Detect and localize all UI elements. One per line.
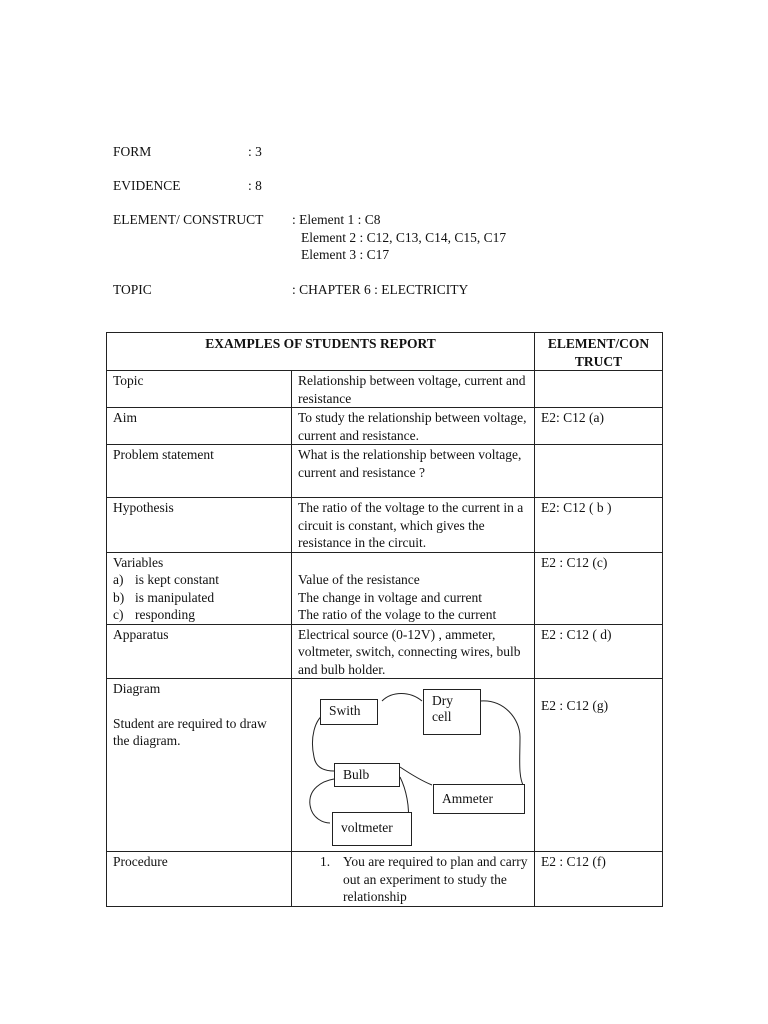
row-label: Procedure [107, 852, 292, 907]
variable-text: is kept constant [135, 572, 219, 587]
circuit-diagram [292, 679, 534, 849]
row-element [535, 371, 663, 408]
row-content [291, 552, 534, 624]
row-content: Electrical source (0-12V) , ammeter, voltmeter, switch, connecting wires, bulb and bulb holder. [291, 624, 534, 679]
variables-label: Variables [113, 554, 164, 570]
diagram-note: Student are required to draw the diagram. [113, 715, 267, 748]
row-element [535, 445, 663, 498]
form-label: FORM [113, 144, 152, 159]
row-content: Relationship between voltage, current and resistance [291, 371, 534, 408]
row-content [291, 852, 534, 907]
variable-marker: c) [113, 607, 124, 622]
row-element: E2: C12 (a) [535, 408, 663, 445]
row-content [291, 679, 534, 852]
row-diagram [107, 679, 663, 852]
row-content: What is the relationship between voltage, current and resistance ? [291, 445, 534, 498]
row-element: E2 : C12 (c) [535, 552, 663, 624]
row-hypothesis [107, 498, 663, 553]
table-header-row [107, 333, 663, 371]
row-label: Problem statement [107, 445, 292, 498]
row-procedure [107, 852, 663, 907]
element-construct-line2: Element 2 : C12, C13, C14, C15, C17 [301, 230, 507, 245]
row-element: E2 : C12 (g) [535, 679, 663, 852]
row-label: Aim [107, 408, 292, 445]
variable-value: The change in voltage and current [297, 589, 483, 605]
variable-marker: a) [113, 572, 124, 587]
topic-label: TOPIC [113, 282, 152, 297]
procedure-text: You are required to plan and carry out an experiment to study the relationship [342, 854, 528, 904]
variables-list [113, 571, 285, 624]
row-apparatus [107, 624, 663, 679]
ammeter-box: Ammeter [433, 784, 525, 814]
row-aim [107, 408, 663, 445]
list-item [113, 571, 285, 589]
element-construct-line1: : Element 1 : C8 [292, 212, 381, 227]
variable-text: is manipulated [135, 589, 215, 605]
header-element: ELEMENT/CON TRUCT [535, 333, 663, 371]
dry-cell-box: Dry cell [423, 689, 481, 735]
row-label: Hypothesis [107, 498, 292, 553]
header-report: EXAMPLES OF STUDENTS REPORT [107, 333, 535, 371]
row-variables [107, 552, 663, 624]
element-construct-label: ELEMENT/ CONSTRUCT [113, 212, 264, 227]
row-content: The ratio of the voltage to the current in a circuit is constant, which gives the resistance in the circuit. [291, 498, 534, 553]
variable-value: The ratio of the volage to the current [297, 607, 497, 622]
row-problem-statement [107, 445, 663, 498]
procedure-step [298, 853, 528, 906]
report-table [106, 332, 663, 907]
row-content: To study the relationship between voltage, current and resistance. [291, 408, 534, 445]
element-construct-line3: Element 3 : C17 [301, 247, 390, 262]
row-label: Topic [107, 371, 292, 408]
topic-value: : CHAPTER 6 : ELECTRICITY [292, 282, 469, 297]
evidence-value: : 8 [248, 178, 262, 193]
switch-box: Swith [320, 699, 378, 725]
evidence-label: EVIDENCE [113, 178, 181, 193]
variable-marker: b) [113, 589, 125, 605]
procedure-number: 1. [319, 854, 331, 869]
row-label: Apparatus [107, 624, 292, 679]
diagram-label: Diagram [113, 681, 161, 696]
list-item [113, 606, 285, 624]
bulb-box: Bulb [334, 763, 400, 787]
row-element: E2 : C12 (f) [535, 852, 663, 907]
row-element: E2 : C12 ( d) [535, 624, 663, 679]
form-value: : 3 [248, 144, 262, 159]
variable-value: Value of the resistance [297, 572, 420, 587]
variable-text: responding [135, 607, 195, 622]
row-element: E2: C12 ( b ) [535, 498, 663, 553]
voltmeter-box: voltmeter [332, 812, 412, 846]
row-label [107, 552, 292, 624]
row-topic [107, 371, 663, 408]
row-label [107, 679, 292, 852]
list-item [113, 589, 285, 607]
